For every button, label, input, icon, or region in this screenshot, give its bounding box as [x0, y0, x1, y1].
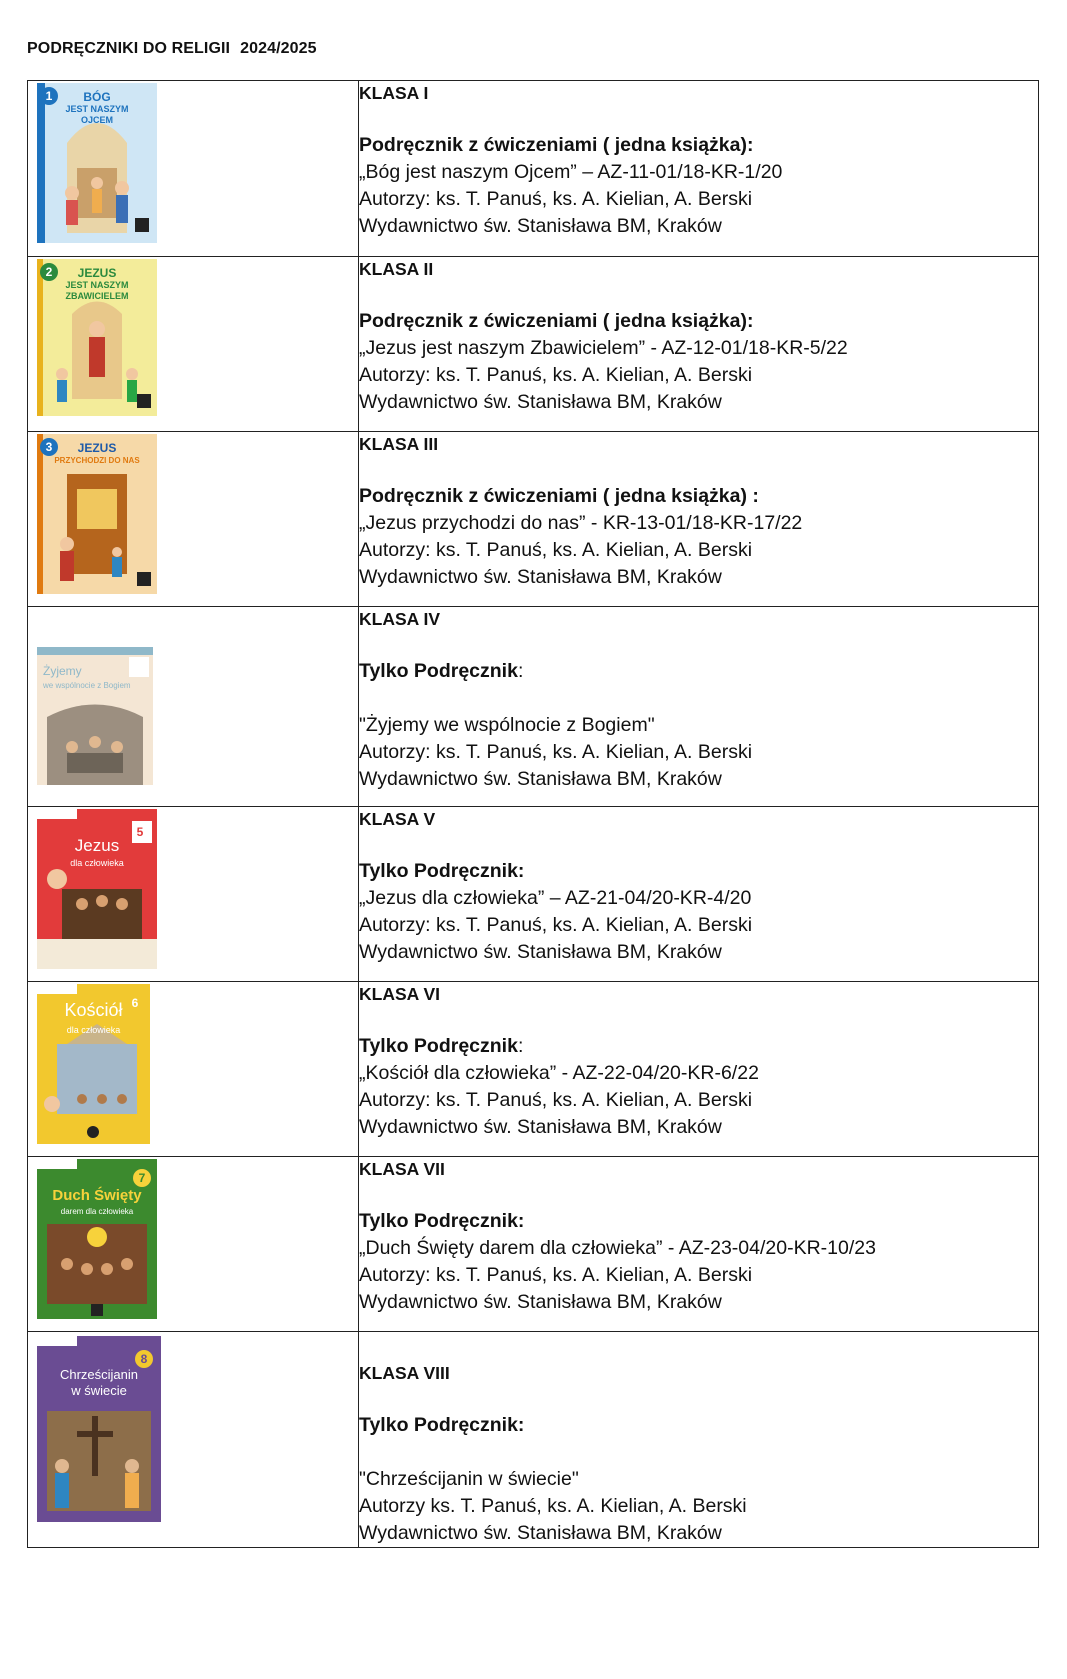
- book-title: „Bóg jest naszym Ojcem” – AZ-11-01/18-KR-1/20: [359, 161, 783, 183]
- book-publisher: Wydawnictwo św. Stanisława BM, Kraków: [359, 941, 722, 963]
- info-cell: [359, 982, 1039, 1157]
- cover-title-3: ZBAWICIELEM: [65, 291, 129, 301]
- book-type: Tylko Podręcznik: [359, 1035, 518, 1057]
- table-row: [28, 607, 1039, 807]
- table-row: [28, 807, 1039, 982]
- grade-heading: KLASA VII: [359, 1159, 445, 1179]
- cover-title-3: OJCEM: [80, 115, 113, 125]
- book-publisher: Wydawnictwo św. Stanisława BM, Kraków: [359, 391, 722, 413]
- book-cover-klasa-1: [37, 83, 157, 243]
- grade-heading: KLASA IV: [359, 609, 441, 629]
- cover-title-2: JEST NASZYM: [65, 104, 129, 114]
- textbooks-table: [27, 80, 1039, 1548]
- grade-heading: KLASA VIII: [359, 1363, 450, 1383]
- book-publisher: Wydawnictwo św. Stanisława BM, Kraków: [359, 1116, 722, 1138]
- grade-badge: 2: [40, 263, 58, 281]
- grade-heading: KLASA II: [359, 259, 434, 279]
- book-cover-klasa-8: [37, 1336, 161, 1522]
- book-title: „Kościół dla człowieka” - AZ-22-04/20-KR-6/22: [359, 1062, 759, 1084]
- info-cell: [359, 1157, 1039, 1332]
- page-title-text: PODRĘCZNIKI DO RELIGII: [27, 40, 231, 57]
- table-row: [28, 81, 1039, 257]
- cover-title-2: w świecie: [71, 1383, 127, 1398]
- cover-title-2: we wspólnocie z Bogiem: [43, 681, 131, 690]
- book-authors: Autorzy: ks. T. Panuś, ks. A. Kielian, A. Berski: [359, 1264, 753, 1286]
- info-cell: [359, 807, 1039, 982]
- book-type: Tylko Podręcznik:: [359, 1210, 525, 1232]
- cover-title-1: Chrześcijanin: [59, 1367, 139, 1382]
- table-row: [28, 1157, 1039, 1332]
- info-cell: [359, 432, 1039, 607]
- cover-cell: [28, 1157, 359, 1332]
- cover-title-1: BÓG: [83, 90, 111, 104]
- book-title: „Duch Święty darem dla człowieka” - AZ-23-04/20-KR-10/23: [359, 1237, 876, 1259]
- book-type: Tylko Podręcznik:: [359, 1414, 525, 1436]
- book-type: Tylko Podręcznik: [359, 660, 518, 682]
- cover-title-2: darem dla człowieka: [60, 1207, 134, 1216]
- book-publisher: Wydawnictwo św. Stanisława BM, Kraków: [359, 566, 722, 588]
- book-cover-klasa-7: [37, 1159, 157, 1319]
- book-publisher: Wydawnictwo św. Stanisława BM, Kraków: [359, 215, 722, 237]
- info-cell: [359, 1332, 1039, 1548]
- grade-heading: KLASA III: [359, 434, 439, 454]
- cover-title-2: dla człowieka: [66, 1025, 121, 1035]
- book-type: Podręcznik z ćwiczeniami ( jedna książka):: [359, 134, 754, 156]
- book-authors: Autorzy: ks. T. Panuś, ks. A. Kielian, A. Berski: [359, 741, 753, 763]
- book-title: "Żyjemy we wspólnocie z Bogiem": [359, 714, 655, 736]
- cover-title-2: dla człowieka: [70, 858, 124, 868]
- table-row: [28, 982, 1039, 1157]
- book-authors: Autorzy: ks. T. Panuś, ks. A. Kielian, A. Berski: [359, 364, 753, 386]
- cover-cell: [28, 432, 359, 607]
- book-title: „Jezus dla człowieka” – AZ-21-04/20-KR-4/20: [359, 887, 752, 909]
- book-cover-klasa-4: [37, 647, 153, 785]
- cover-cell: [28, 607, 359, 807]
- book-type-colon: :: [517, 1035, 524, 1057]
- book-cover-klasa-2: [37, 259, 157, 416]
- book-title: „Jezus jest naszym Zbawicielem” - AZ-12-01/18-KR-5/22: [359, 337, 848, 359]
- table-row: [28, 257, 1039, 432]
- book-cover-klasa-6: [37, 984, 150, 1144]
- cover-title-2: PRZYCHODZI DO NAS: [54, 456, 140, 465]
- book-title: "Chrześcijanin w świecie": [359, 1468, 579, 1490]
- cover-title-1: Duch Święty: [52, 1187, 142, 1204]
- book-title: „Jezus przychodzi do nas” - KR-13-01/18-KR-17/22: [359, 512, 803, 534]
- book-authors: Autorzy: ks. T. Panuś, ks. A. Kielian, A. Berski: [359, 539, 753, 561]
- book-type: Tylko Podręcznik:: [359, 860, 525, 882]
- book-authors: Autorzy: ks. T. Panuś, ks. A. Kielian, A. Berski: [359, 188, 753, 210]
- cover-title-1: JEZUS: [77, 441, 117, 455]
- cover-cell: [28, 257, 359, 432]
- grade-heading: KLASA VI: [359, 984, 441, 1004]
- book-cover-klasa-3: [37, 434, 157, 594]
- book-authors: Autorzy ks. T. Panuś, ks. A. Kielian, A. Berski: [359, 1495, 747, 1517]
- info-cell: [359, 607, 1039, 807]
- info-cell: [359, 257, 1039, 432]
- book-type: Podręcznik z ćwiczeniami ( jedna książka):: [359, 310, 754, 332]
- book-publisher: Wydawnictwo św. Stanisława BM, Kraków: [359, 768, 722, 790]
- grade-badge: 5: [136, 825, 144, 839]
- cover-title-1: Kościół: [64, 1000, 123, 1020]
- book-type: Podręcznik z ćwiczeniami ( jedna książka) :: [359, 485, 759, 507]
- cover-cell: [28, 81, 359, 257]
- cover-title-1: JEZUS: [77, 266, 117, 280]
- grade-badge: 8: [135, 1350, 153, 1368]
- cover-title-1: Żyjemy: [43, 664, 82, 678]
- book-cover-klasa-5: [37, 809, 157, 969]
- grade-badge: 3: [40, 438, 58, 456]
- info-cell: [359, 81, 1039, 257]
- book-authors: Autorzy: ks. T. Panuś, ks. A. Kielian, A. Berski: [359, 914, 753, 936]
- cover-cell: [28, 1332, 359, 1548]
- cover-title-2: JEST NASZYM: [65, 280, 129, 290]
- book-type-colon: :: [517, 660, 524, 682]
- cover-cell: [28, 982, 359, 1157]
- cover-cell: [28, 807, 359, 982]
- table-row: [28, 432, 1039, 607]
- grade-heading: KLASA V: [359, 809, 436, 829]
- book-authors: Autorzy: ks. T. Panuś, ks. A. Kielian, A. Berski: [359, 1089, 753, 1111]
- grade-heading: KLASA I: [359, 83, 429, 103]
- cover-title-1: Jezus: [74, 836, 120, 855]
- grade-badge: 6: [131, 996, 139, 1010]
- grade-badge: 1: [40, 87, 58, 105]
- grade-badge: 7: [133, 1169, 151, 1187]
- book-publisher: Wydawnictwo św. Stanisława BM, Kraków: [359, 1522, 722, 1544]
- page-title: [27, 40, 317, 58]
- book-publisher: Wydawnictwo św. Stanisława BM, Kraków: [359, 1291, 722, 1313]
- table-row: [28, 1332, 1039, 1548]
- school-year: 2024/2025: [240, 40, 317, 57]
